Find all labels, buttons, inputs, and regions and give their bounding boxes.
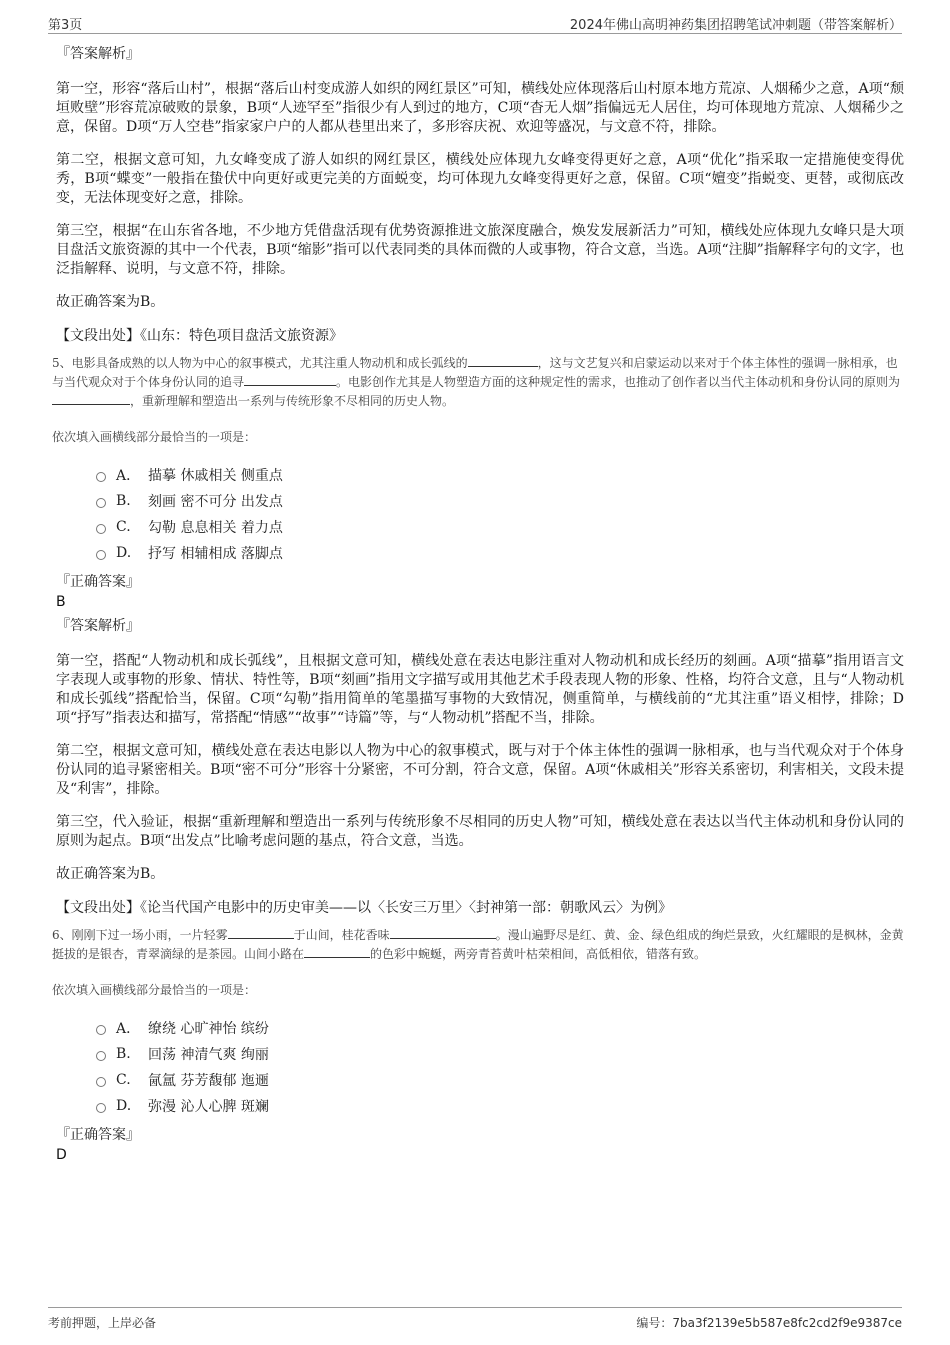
option-text: 缭绕 心旷神怡 缤纷	[148, 1021, 269, 1037]
radio-button[interactable]	[96, 1025, 106, 1035]
option-text: 抒写 相辅相成 落脚点	[148, 546, 283, 562]
analysis-conclusion: 故正确答案为B。	[56, 866, 165, 882]
option-letter: C.	[116, 519, 131, 535]
fill-blank	[304, 946, 370, 958]
page-footer	[48, 1307, 902, 1333]
radio-button[interactable]	[96, 1103, 106, 1113]
option-letter: B.	[116, 1046, 131, 1062]
question-6-options	[96, 1015, 904, 1119]
option-letter: D.	[116, 545, 132, 561]
option-text: 氤氲 芬芳馥郁 迤逦	[148, 1073, 269, 1089]
option-b[interactable]	[96, 1041, 904, 1067]
option-letter: D.	[116, 1098, 132, 1114]
option-letter: A．	[116, 468, 141, 484]
correct-answer-value: B	[56, 594, 66, 610]
radio-button[interactable]	[96, 1077, 106, 1087]
option-text: 描摹 休戚相关 侧重点	[148, 468, 283, 484]
question-5-options	[96, 462, 904, 566]
option-a[interactable]	[96, 462, 904, 488]
option-text: 弥漫 沁人心脾 斑斓	[148, 1099, 269, 1115]
correct-answer-label: 『正确答案』	[56, 1127, 140, 1143]
source-citation: 【文段出处】《论当代国产电影中的历史审美——以〈长安三万里〉〈封神第一部：朝歌风云〉为例》	[56, 900, 672, 916]
source-citation: 【文段出处】《山东：特色项目盘活文旅资源》	[56, 328, 343, 344]
correct-answer-value: D	[56, 1147, 67, 1163]
question-5-stem: 5、电影具备成熟的以人物为中心的叙事模式，尤其注重人物动机和成长弧线的 ，这与文艺复兴和启蒙运动以来对于个体主体性的强调一脉相承，也与当代观众对于个体身份认同的追寻 。电影创作尤其是人物塑造方面的这种规定性的需求，也推动了创作者以当代主体动机和身份认同的原则为，重新理解和塑造出一系列与传统形象不尽相同的历史人物。	[52, 356, 901, 408]
correct-answer-label: 『正确答案』	[56, 574, 140, 590]
option-letter: B.	[116, 493, 131, 509]
option-c[interactable]	[96, 514, 904, 540]
radio-button[interactable]	[96, 1051, 106, 1061]
fill-blank	[468, 355, 538, 367]
analysis-paragraph: 第三空，根据“在山东省各地，不少地方凭借盘活现有优势资源推进文旅深度融合，焕发发展新活力”可知，横线处应体现九女峰只是大项目盘活文旅资源的其中一个代表，B项“缩影”指可以代表同类的具体而微的人或事物，符合文意，当选。A项“注脚”指解释字句的文字，也泛指解释、说明，与文意不符，排除。	[56, 223, 904, 277]
option-c[interactable]	[96, 1067, 904, 1093]
analysis-paragraph: 第二空，根据文意可知，九女峰变成了游人如织的网红景区，横线处应体现九女峰变得更好之意，A项“优化”指采取一定措施使变得优秀，B项“蝶变”一般指在蛰伏中向更好或更完美的方面蜕变，均可体现九女峰变得更好之意，保留。C项“嬗变”指蜕变、更替，或彻底改变，无法体现变好之意，排除。	[56, 152, 904, 206]
fill-blank	[390, 927, 496, 939]
option-d[interactable]	[96, 1093, 904, 1119]
option-letter: C.	[116, 1072, 131, 1088]
radio-button[interactable]	[96, 524, 106, 534]
page-content	[52, 44, 904, 1169]
radio-button[interactable]	[96, 498, 106, 508]
analysis-label: 『答案解析』	[56, 618, 140, 634]
question-5	[52, 354, 904, 918]
option-text: 回荡 神清气爽 绚丽	[148, 1047, 269, 1063]
fill-blank	[228, 927, 294, 939]
option-text: 刻画 密不可分 出发点	[148, 494, 283, 510]
option-letter: A．	[116, 1021, 141, 1037]
radio-button[interactable]	[96, 472, 106, 482]
analysis-paragraph: 第二空，根据文意可知，横线处意在表达电影以人物为中心的叙事模式，既与对于个体主体性的强调一脉相承，也与当代观众对于个体身份认同的追寻紧密相关。B项“密不可分”形容十分紧密，不可分割，符合文意，保留。A项“休戚相关”形容关系密切，利害相关，文段未提及“利害”，排除。	[56, 743, 904, 797]
option-b[interactable]	[96, 488, 904, 514]
document-title: 2024年佛山高明神药集团招聘笔试冲刺题（带答案解析）	[569, 18, 902, 33]
option-a[interactable]	[96, 1015, 904, 1041]
analysis-paragraph: 第一空，搭配“人物动机和成长弧线”，且根据文意可知，横线处意在表达电影注重对人物动机和成长经历的刻画。A项“描摹”指用语言文字表现人或事物的形象、情状、特性等，B项“刻画”指用文字描写或用其他艺术手段表现人物的形象、性格，均符合文意，且与“人物动机和成长弧线”搭配恰当，保留。C项“勾勒”指用简单的笔墨描写事物的大致情况，侧重简单，与横线前的“尤其注重”语义相悖，排除；D项“抒写”指表达和描写，常搭配“情感”“故事”“诗篇”等，与“人物动机”搭配不当，排除。	[56, 653, 904, 726]
question-6	[52, 926, 904, 1165]
analysis-conclusion: 故正确答案为B。	[56, 294, 165, 310]
page-header	[48, 12, 902, 34]
question-6-instruction: 依次填入画横线部分最恰当的一项是：	[52, 983, 257, 997]
fill-blank	[244, 374, 336, 386]
fill-blank	[52, 393, 130, 405]
footer-motto: 考前押题，上岸必备	[48, 1316, 157, 1330]
document-code: 编号：7ba3f2139e5b587e8fc2cd2f9e9387ce	[636, 1316, 902, 1330]
question-5-instruction: 依次填入画横线部分最恰当的一项是：	[52, 430, 257, 444]
prev-analysis-section	[56, 44, 904, 346]
radio-button[interactable]	[96, 550, 106, 560]
analysis-paragraph: 第一空，形容“落后山村”，根据“落后山村变成游人如织的网红景区”可知，横线处应体现落后山村原本地方荒凉、人烟稀少之意，A项“颓垣败壁”形容荒凉破败的景象，B项“人迹罕至”指很少有人到过的地方，C项“杳无人烟”指偏远无人居住，均可体现地方荒凉、人烟稀少之意，保留。D项“万人空巷”指家家户户的人都从巷里出来了，多形容庆祝、欢迎等盛况，与文意不符，排除。	[56, 81, 904, 135]
analysis-label: 『答案解析』	[56, 46, 140, 62]
page-number: 第3页	[48, 18, 83, 33]
question-6-stem: 6、刚刚下过一场小雨，一片轻雾 于山间，桂花香味 。漫山遍野尽是红、黄、金、绿色组成的绚烂景致，火红耀眼的是枫林，金黄挺拔的是银杏，青翠滴绿的是茶园。山间小路在 的色彩中蜿蜒，两旁青苔黄叶枯荣相间，高低相依，错落有致。	[52, 928, 904, 961]
option-text: 勾勒 息息相关 着力点	[148, 520, 283, 536]
analysis-paragraph: 第三空，代入验证，根据“重新理解和塑造出一系列与传统形象不尽相同的历史人物”可知，横线处意在表达以当代主体动机和身份认同的原则为起点。B项“出发点”比喻考虑问题的基点，符合文意，当选。	[56, 814, 904, 849]
option-d[interactable]	[96, 540, 904, 566]
